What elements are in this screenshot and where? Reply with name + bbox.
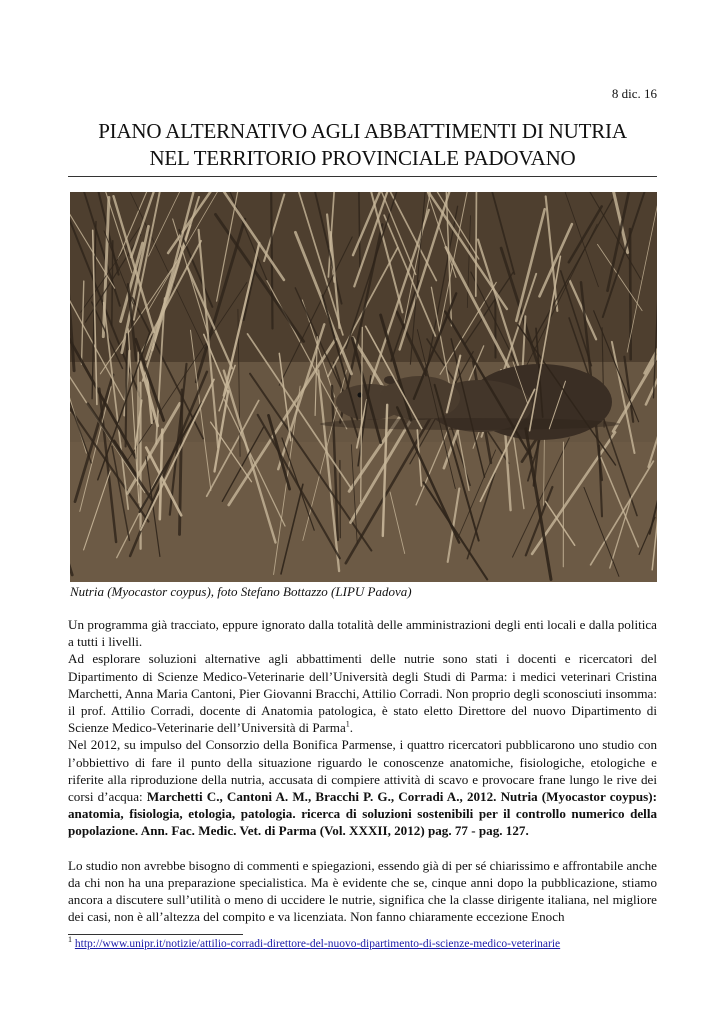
paragraph-2-text: Ad esplorare soluzioni alternative agli abbattimenti delle nutrie sono stati i docenti e ricercatori del Dipartimento di Scienze Medico-Veterinarie dell’Università degli Studi di Parma: i medici veterinari Cristina Marchetti, Anna Maria Cantoni, Pier Giovanni Bracchi, Attilio Corradi. Non proprio degli sconosciuti insomma: il prof. Attilio Corradi, docente di Anatomia patologica, è stato eletto Direttore del nuovo Dipartimento di Scienze Medico-Veterinarie dell’Università di Parma	[68, 651, 657, 736]
document-date: 8 dic. 16	[611, 86, 657, 101]
paragraph-1: Un programma già tracciato, eppure ignorato dalla totalità delle amministrazioni degli enti locali e dalla politica a tutti i livelli.	[68, 617, 657, 650]
title-divider	[68, 176, 657, 177]
title-line-2: NEL TERRITORIO PROVINCIALE PADOVANO	[149, 146, 576, 170]
footnote-link[interactable]: http://www.unipr.it/notizie/attilio-corradi-direttore-del-nuovo-dipartimento-di-scienze-medico-veterinarie	[74, 938, 561, 950]
paragraph-2-end: .	[349, 720, 354, 736]
article-body	[68, 616, 657, 925]
citation: Marchetti C., Cantoni A. M., Bracchi P. G., Corradi A., 2012. Nutria (Myocastor coypus): anatomia, fisiologia, etologia, patologia. ricerca di soluzioni sostenibili per il controllo numerico della popolazione. Ann. Fac. Medic. Vet. di Parma (Vol. XXXII, 2012) pag. 77 - pag. 127.	[68, 789, 657, 839]
title-line-1: PIANO ALTERNATIVO AGLI ABBATTIMENTI DI NUTRIA	[98, 119, 627, 143]
footnote-ref[interactable]: 1	[345, 719, 350, 729]
reed-stem	[126, 334, 127, 446]
photo-caption: Nutria (Myocastor coypus), foto Stefano Bottazzo (LIPU Padova)	[70, 584, 412, 599]
paragraph-gap	[68, 840, 657, 857]
footnote	[68, 935, 561, 950]
footnote-number: 1	[68, 935, 72, 945]
paragraph-3-text: Nel 2012, su impulso del Consorzio della Bonifica Parmense, i quattro ricercatori pubblicarono uno studio con l’obbiettivo di fare il punto della situazione riguardo le conoscenze anatomiche, fisiologiche, etologiche e riferite alla riproduzione della nutria, accusata di compiere attività di scavo e provocare frane lungo le rive dei corsi d’acqua:	[68, 737, 657, 805]
nutria-photo	[70, 192, 657, 582]
reed-stem	[138, 352, 139, 485]
footnote-divider	[68, 934, 243, 935]
paragraph-2	[68, 650, 657, 736]
paragraph-4: Lo studio non avrebbe bisogno di commenti e spiegazioni, essendo già di per sé chiarissimo e affrontabile anche da chi non ha una preparazione specialistica. Ma è evidente che se, cinque anni dopo la pubblicazione, stiamo ancora a discutere sull’utilità o meno di uccidere le nutrie, significa che la classe dirigente italiana, nel migliore dei casi, non è all’altezza del compito e va licenziata. Non fanno chiaramente eccezione Enoch	[68, 857, 657, 925]
photo-illustration	[70, 192, 657, 582]
page-title	[68, 118, 657, 172]
paragraph-3	[68, 736, 657, 839]
